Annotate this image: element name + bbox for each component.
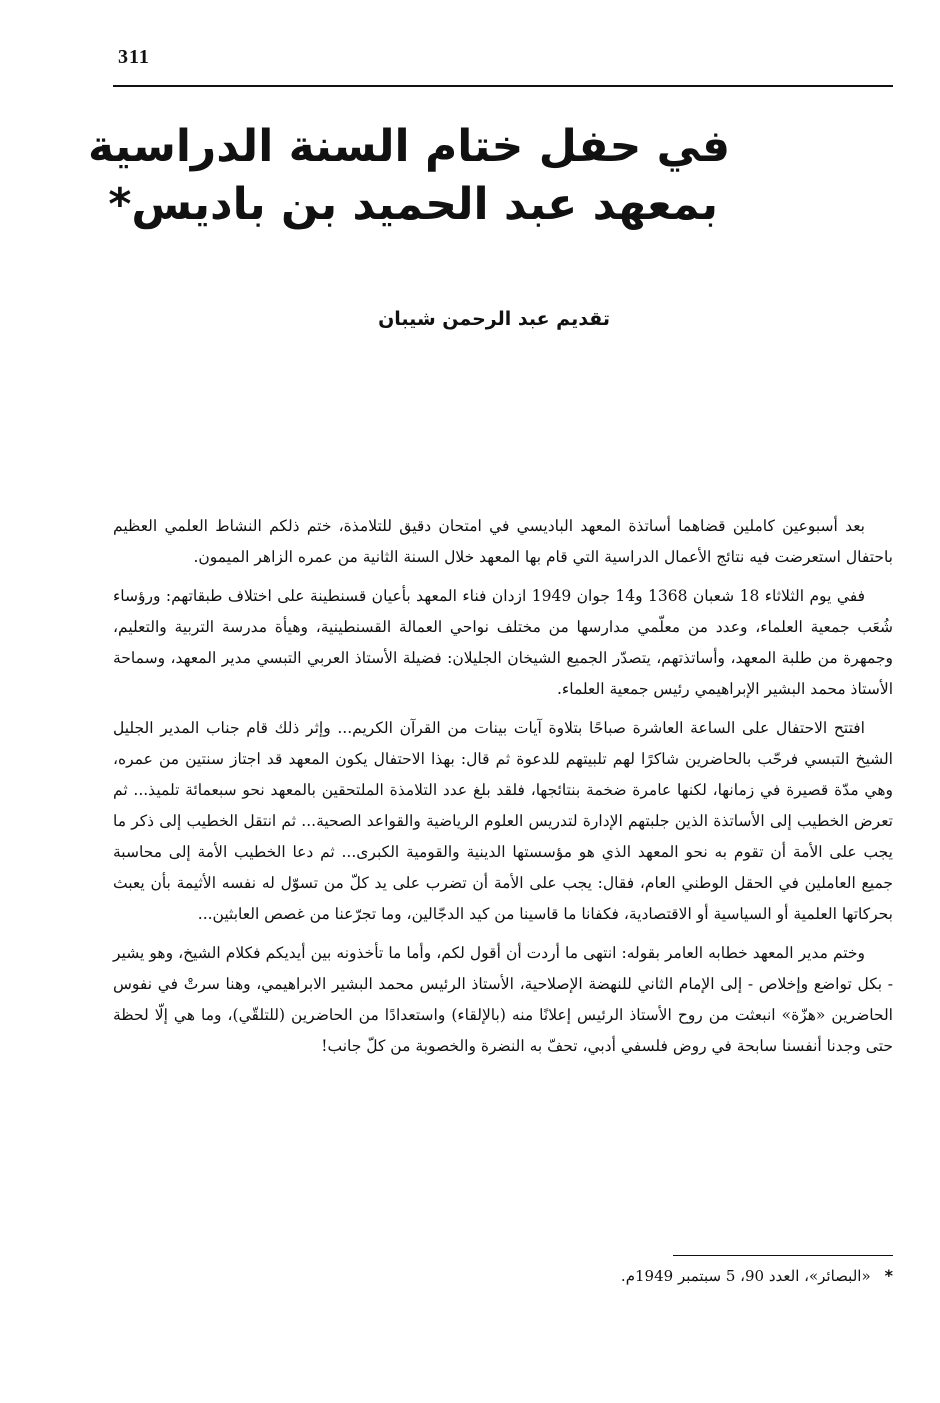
page-number: 311 [118, 46, 150, 68]
author-byline: تقديم عبد الرحمن شيبان [378, 308, 610, 330]
title-line-2: بمعهد عبد الحميد بن باديس* [108, 179, 718, 230]
article-title [87, 118, 730, 234]
footnote-text: «البصائر»، العدد 90، 5 سبتمبر 1949م. [620, 1267, 871, 1285]
paragraph-1: بعد أسبوعين كاملين قضاهما أساتذة المعهد الباديسي في امتحان دقيق للتلامذة، ختم ذلكم النشاط العلمي العظيم باحتفال استعرضت فيه نتائج الأعمال الدراسية التي قام بها المعهد خلال السنة الثانية من عمره الزاهر الميمون. [113, 517, 893, 566]
paragraph-3: افتتح الاحتفال على الساعة العاشرة صباحًا بتلاوة آيات بينات من القرآن الكريم... وإثر ذلك قام جناب المدير الجليل الشيخ التبسي فرحّب بالحاضرين شاكرًا لهم تلبيتهم للدعوة ثم قال: بهذا الاحتفال يكون المعهد قد اجتاز سنتين من عمره، وهي مدّة قصيرة في زمانها، لكنها عامرة ضخمة بنتائجها، فلقد بلغ عدد التلامذة الملتحقين بالمعهد نحو سبعمائة تلميذ... ثم تعرض الخطيب إلى الأساتذة الذين جلبتهم الإدارة لتدريس العلوم الرياضية والقواعد الصحية... ثم انتقل الخطيب إلى ذكر ما يجب على الأمة أن تقوم به نحو المعهد الذي هو مؤسستها الدينية والقومية الكبرى... ثم دعا الخطيب الأمة إلى محاسبة جميع العاملين في الحقل الوطني العام، فقال: يجب على الأمة أن تضرب على يد كلّ من تسوّل له نفسه الأثيمة بأن يعبث بحركاتها العلمية أو السياسية أو الاقتصادية، فكفانا ما قاسينا من كيد الدجّالين، وما تجرّعنا من غصص العابثين... [113, 719, 893, 923]
article-body [113, 511, 893, 1070]
footnote [193, 1266, 893, 1285]
footnote-rule [673, 1255, 893, 1256]
paragraph-4: وختم مدير المعهد خطابه العامر بقوله: انتهى ما أردت أن أقول لكم، وأما ما تأخذونه بين أيديكم فكلام الشيخ، وهو يشير - بكل تواضع وإخلاص - إلى الإمام الثاني للنهضة الإصلاحية، الأستاذ الرئيس محمد البشير الابراهيمي، وهنا سرتْ في نفوس الحاضرين «هزّة» انبعثت من روح الأستاذ الرئيس إعلانًا منه (بالإلقاء) واستعدادًا من الحاضرين (للتلقّي)، وما هي إلّا لحظة حتى وجدنا أنفسنا سابحة في روض فلسفي أدبي، تحفّ به النضرة والخصوبة من كلّ جانب! [113, 944, 893, 1055]
paragraph-2: ففي يوم الثلاثاء 18 شعبان 1368 و14 جوان 1949 ازدان فناء المعهد بأعيان قسنطينة على اختلاف طبقاتهم: ورؤساء شُعَب جمعية العلماء، وعدد من معلّمي مدارسها من مختلف نواحي العمالة القسنطينية، وهيأة مدرسة التربية والتعليم، وجمهرة من طلبة المعهد، وأساتذتهم، يتصدّر الجميع الشيخان الجليلان: فضيلة الأستاذ العربي التبسي مدير المعهد، وسماحة الأستاذ محمد البشير الإبراهيمي رئيس جمعية العلماء. [113, 587, 893, 698]
header-rule [113, 85, 893, 87]
footnote-marker: * [884, 1266, 893, 1285]
title-line-1: في حفل ختام السنة الدراسية [87, 121, 730, 172]
